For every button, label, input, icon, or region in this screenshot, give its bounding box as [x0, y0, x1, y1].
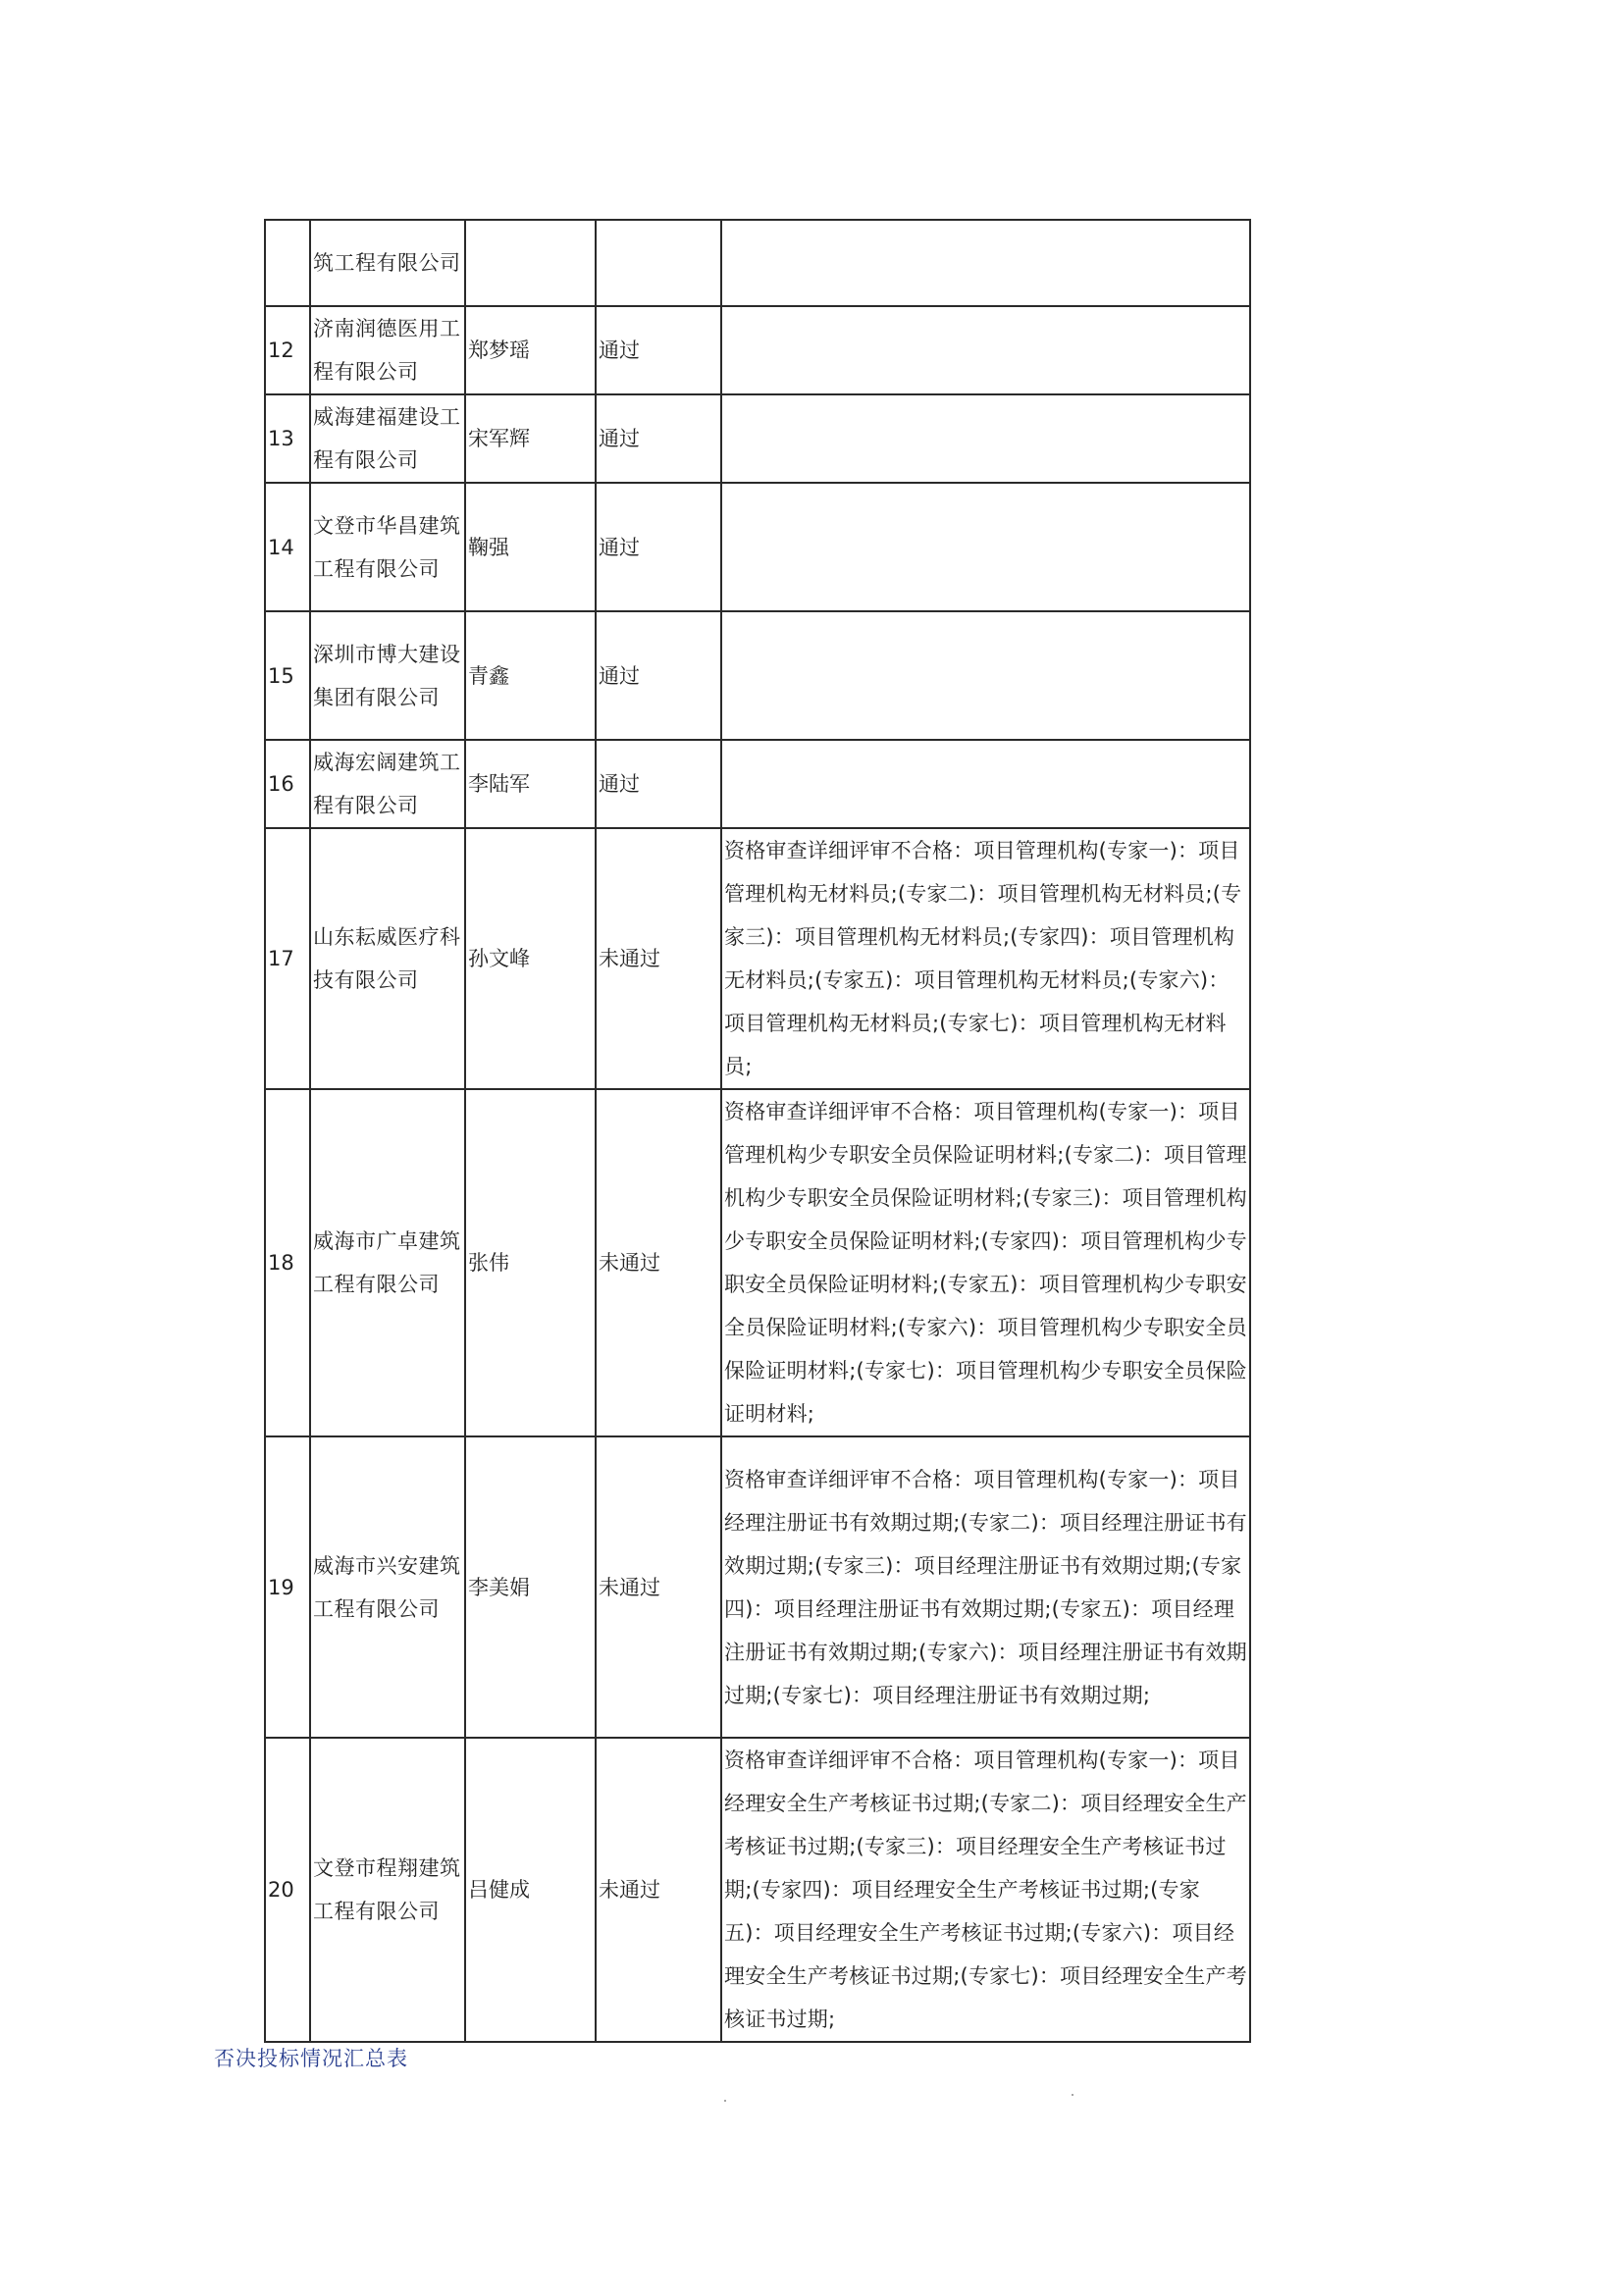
- rejection-reason: [721, 740, 1250, 828]
- table-row: [265, 220, 1250, 306]
- row-number: 20: [265, 1738, 310, 2042]
- row-number: 13: [265, 394, 310, 483]
- rejection-reason: [721, 394, 1250, 483]
- project-manager: 吕健成: [465, 1738, 596, 2042]
- row-number: 14: [265, 483, 310, 611]
- company-name: 济南润德医用工程有限公司: [310, 306, 465, 394]
- row-number: 12: [265, 306, 310, 394]
- row-number: 17: [265, 828, 310, 1089]
- table-row: [265, 394, 1250, 483]
- project-manager: 李陆军: [465, 740, 596, 828]
- rejection-reason: 资格审查详细评审不合格：项目管理机构(专家一)：项目经理安全生产考核证书过期;(专家二)：项目经理安全生产考核证书过期;(专家三)：项目经理安全生产考核证书过期;(专家四)：项目经理安全生产考核证书过期;(专家五)：项目经理安全生产考核证书过期;(专家六)：项目经理安全生产考核证书过期;(专家七)：项目经理安全生产考核证书过期;: [721, 1738, 1250, 2042]
- table-row: [265, 828, 1250, 1089]
- project-manager: 郑梦瑶: [465, 306, 596, 394]
- table-row: [265, 483, 1250, 611]
- scan-speck: [724, 2100, 726, 2102]
- company-name: 威海建福建设工程有限公司: [310, 394, 465, 483]
- project-manager: 青鑫: [465, 611, 596, 740]
- review-result: 未通过: [596, 1089, 721, 1436]
- review-result-table: [264, 219, 1251, 2043]
- rejection-reason: [721, 611, 1250, 740]
- project-manager: 李美娟: [465, 1436, 596, 1738]
- rejection-reason: [721, 483, 1250, 611]
- project-manager: 宋军辉: [465, 394, 596, 483]
- rejection-reason: [721, 306, 1250, 394]
- company-name: 深圳市博大建设集团有限公司: [310, 611, 465, 740]
- table-row: [265, 740, 1250, 828]
- company-name: 文登市程翔建筑工程有限公司: [310, 1738, 465, 2042]
- project-manager: [465, 220, 596, 306]
- project-manager: 孙文峰: [465, 828, 596, 1089]
- row-number: 18: [265, 1089, 310, 1436]
- company-name: 筑工程有限公司: [310, 220, 465, 306]
- review-result: [596, 220, 721, 306]
- project-manager: 鞠强: [465, 483, 596, 611]
- company-name: 威海宏阔建筑工程有限公司: [310, 740, 465, 828]
- rejection-reason: 资格审查详细评审不合格：项目管理机构(专家一)：项目经理注册证书有效期过期;(专家二)：项目经理注册证书有效期过期;(专家三)：项目经理注册证书有效期过期;(专家四)：项目经理注册证书有效期过期;(专家五)：项目经理注册证书有效期过期;(专家六)：项目经理注册证书有效期过期;(专家七)：项目经理注册证书有效期过期;: [721, 1436, 1250, 1738]
- table-row: [265, 306, 1250, 394]
- review-result: 未通过: [596, 1738, 721, 2042]
- company-name: 威海市兴安建筑工程有限公司: [310, 1436, 465, 1738]
- review-result: 通过: [596, 611, 721, 740]
- table-row: [265, 1738, 1250, 2042]
- scan-speck: [1072, 2094, 1073, 2096]
- review-result: 通过: [596, 483, 721, 611]
- table-row: [265, 611, 1250, 740]
- rejection-reason: 资格审查详细评审不合格：项目管理机构(专家一)：项目管理机构无材料员;(专家二)：项目管理机构无材料员;(专家三)：项目管理机构无材料员;(专家四)：项目管理机构无材料员;(专家五)：项目管理机构无材料员;(专家六)：项目管理机构无材料员;(专家七)：项目管理机构无材料员;: [721, 828, 1250, 1089]
- review-result: 未通过: [596, 828, 721, 1089]
- rejection-reason: [721, 220, 1250, 306]
- rejected-bids-summary-link[interactable]: 否决投标情况汇总表: [214, 2047, 408, 2070]
- company-name: 威海市广卓建筑工程有限公司: [310, 1089, 465, 1436]
- table-row: [265, 1089, 1250, 1436]
- company-name: 山东耘威医疗科技有限公司: [310, 828, 465, 1089]
- row-number: 16: [265, 740, 310, 828]
- table-row: [265, 1436, 1250, 1738]
- project-manager: 张伟: [465, 1089, 596, 1436]
- company-name: 文登市华昌建筑工程有限公司: [310, 483, 465, 611]
- review-result: 未通过: [596, 1436, 721, 1738]
- row-number: 15: [265, 611, 310, 740]
- review-result: 通过: [596, 306, 721, 394]
- review-result: 通过: [596, 740, 721, 828]
- row-number: [265, 220, 310, 306]
- row-number: 19: [265, 1436, 310, 1738]
- rejection-reason: 资格审查详细评审不合格：项目管理机构(专家一)：项目管理机构少专职安全员保险证明材料;(专家二)：项目管理机构少专职安全员保险证明材料;(专家三)：项目管理机构少专职安全员保险证明材料;(专家四)：项目管理机构少专职安全员保险证明材料;(专家五)：项目管理机构少专职安全员保险证明材料;(专家六)：项目管理机构少专职安全员保险证明材料;(专家七)：项目管理机构少专职安全员保险证明材料;: [721, 1089, 1250, 1436]
- review-result: 通过: [596, 394, 721, 483]
